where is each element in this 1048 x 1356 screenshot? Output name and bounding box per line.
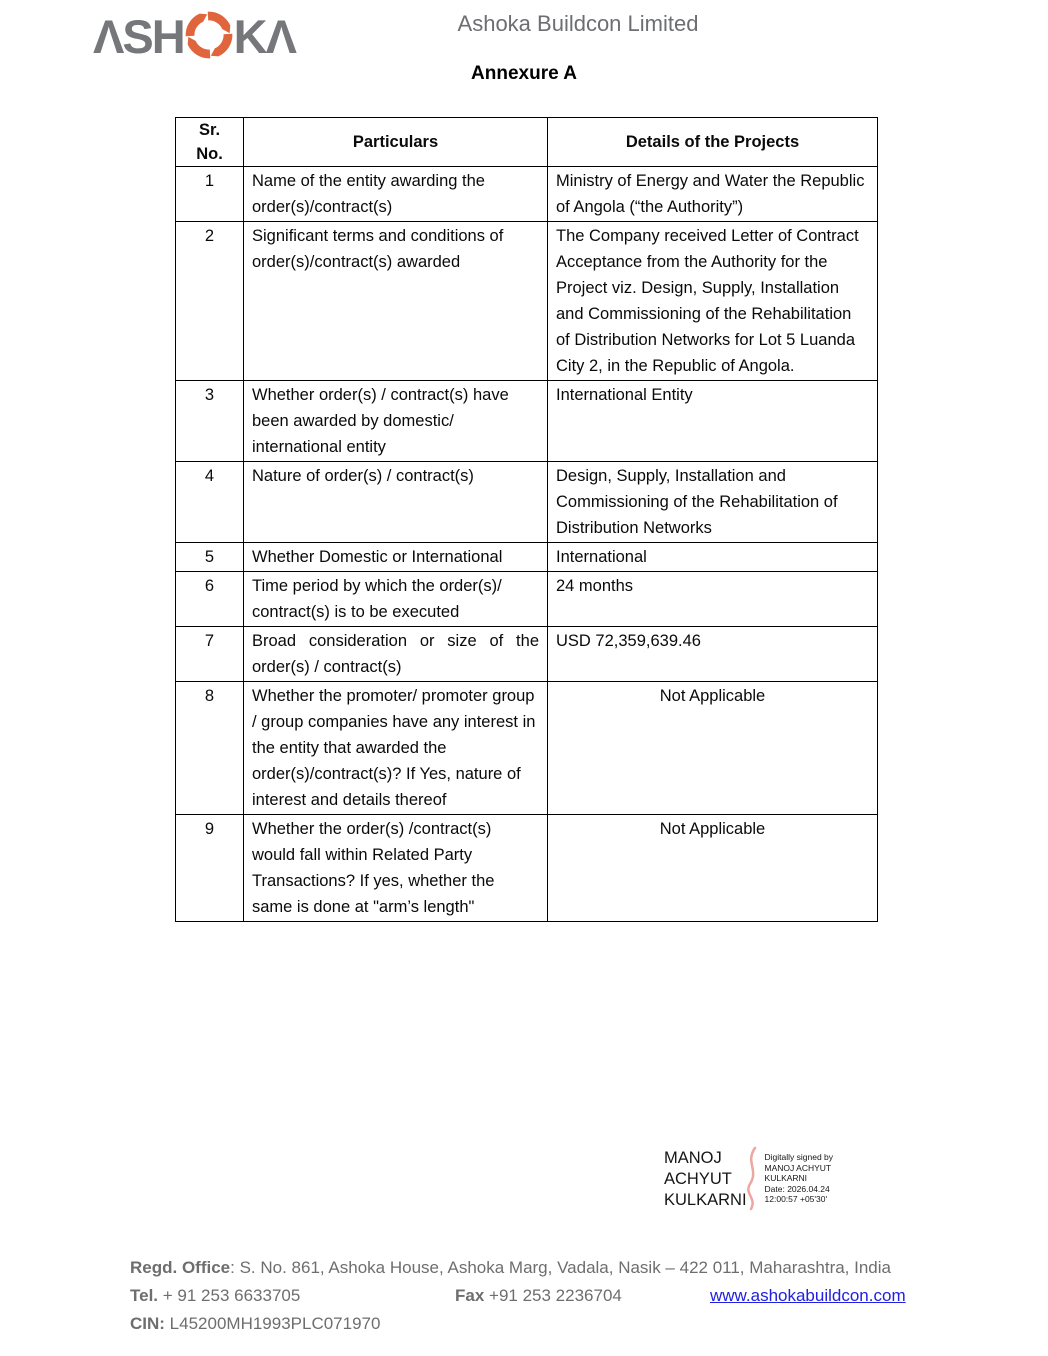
footer-regd-office-line [130,1254,930,1282]
regd-office-value: : S. No. 861, Ashoka House, Ashoka Marg, Vadala, Nasik – 422 011, Maharashtra, India [230,1258,891,1277]
annexure-title: Annexure A [471,63,577,84]
signature-details [765,1148,834,1205]
sr-no-cell: 9 [176,815,244,922]
sr-no-cell: 5 [176,543,244,572]
fax-label: Fax [455,1286,485,1305]
details-cell: Not Applicable [548,815,878,922]
particulars-cell: Whether order(s) / contract(s) have been awarded by domestic/ international entity [244,381,548,462]
header-details: Details of the Projects [548,118,878,167]
fax [455,1282,622,1310]
particulars-cell: Whether the order(s) /contract(s) would fall within Related Party Transactions? If yes, whether the same is done at "arm’s length" [244,815,548,922]
particulars-cell: Name of the entity awarding the order(s)/contract(s) [244,167,548,222]
signature-name-line: KULKARNI [664,1191,747,1209]
details-cell: Not Applicable [548,682,878,815]
details-cell: International [548,543,878,572]
table-row [176,462,878,543]
details-cell: USD 72,359,639.46 [548,627,878,682]
table-row [176,167,878,222]
details-cell: International Entity [548,381,878,462]
fax-value: +91 253 2236704 [484,1286,622,1305]
footer-contact-line [130,1282,930,1310]
table-row [176,682,878,815]
table-header-row [176,118,878,167]
header-sr-line1: Sr. [198,121,221,139]
sr-no-cell: 1 [176,167,244,222]
sr-no-cell: 3 [176,381,244,462]
logo-swirl-icon [183,9,235,66]
table-row [176,815,878,922]
sr-no-cell: 4 [176,462,244,543]
table-row [176,627,878,682]
header-particulars: Particulars [244,118,548,167]
cin-label: CIN: [130,1314,165,1333]
particulars-cell: Whether the promoter/ promoter group / group companies have any interest in the entity that awarded the order(s)/contract(s)? If Yes, nature of interest and details thereof [244,682,548,815]
telephone [130,1286,300,1305]
footer-cin-line [130,1310,930,1338]
regd-office-label: Regd. Office [130,1258,231,1277]
table-row [176,572,878,627]
tel-value: + 91 253 6633705 [158,1286,301,1305]
details-cell: Design, Supply, Installation and Commissioning of the Rehabilitation of Distribution Networks [548,462,878,543]
website-link[interactable]: www.ashokabuildcon.com [710,1286,906,1305]
signature-details-line: MANOJ ACHYUT [764,1162,832,1173]
particulars-cell: Nature of order(s) / contract(s) [244,462,548,543]
details-cell: The Company received Letter of Contract Acceptance from the Authority for the Project viz. Design, Supply, Installation and Commissioning of the Rehabilitation of Distribution Networks for Lot 5 Luanda City 2, in the Republic of Angola. [548,222,878,381]
tel-label: Tel. [130,1286,159,1305]
particulars-cell: Time period by which the order(s)/ contract(s) is to be executed [244,572,548,627]
signature-name [664,1148,747,1211]
details-cell: 24 months [548,572,878,627]
sr-no-cell: 8 [176,682,244,815]
particulars-cell: Broad consideration or size of the order(s) / contract(s) [244,627,548,682]
table-row [176,543,878,572]
sr-no-cell: 7 [176,627,244,682]
signature-flourish-icon [741,1146,763,1217]
details-cell: Ministry of Energy and Water the Republic of Angola (“the Authority”) [548,167,878,222]
logo-text-right: KΛ [233,10,295,63]
table-row [176,381,878,462]
sr-no-cell: 6 [176,572,244,627]
sr-no-cell: 2 [176,222,244,381]
header-sr-line2: No. [196,145,223,163]
signature-details-line: 12:00:57 +05'30' [764,1194,828,1204]
signature-details-line: Digitally signed by [764,1152,834,1162]
table-row [176,222,878,381]
digital-signature-block [664,1148,833,1219]
company-name: Ashoka Buildcon Limited [457,11,699,36]
cin-value: L45200MH1993PLC071970 [164,1314,381,1333]
particulars-cell: Significant terms and conditions of order(s)/contract(s) awarded [244,222,548,381]
project-details-table [175,117,878,922]
header-sr-no [176,118,244,167]
logo-text-left: ΛSH [93,10,184,63]
footer [130,1254,930,1338]
particulars-cell: Whether Domestic or International [244,543,548,572]
ashoka-logo [93,8,295,65]
signature-details-line: KULKARNI [764,1173,808,1183]
signature-details-line: Date: 2026.04.24 [764,1183,830,1194]
signature-name-line: MANOJ [664,1149,722,1167]
signature-name-line: ACHYUT [664,1170,732,1188]
